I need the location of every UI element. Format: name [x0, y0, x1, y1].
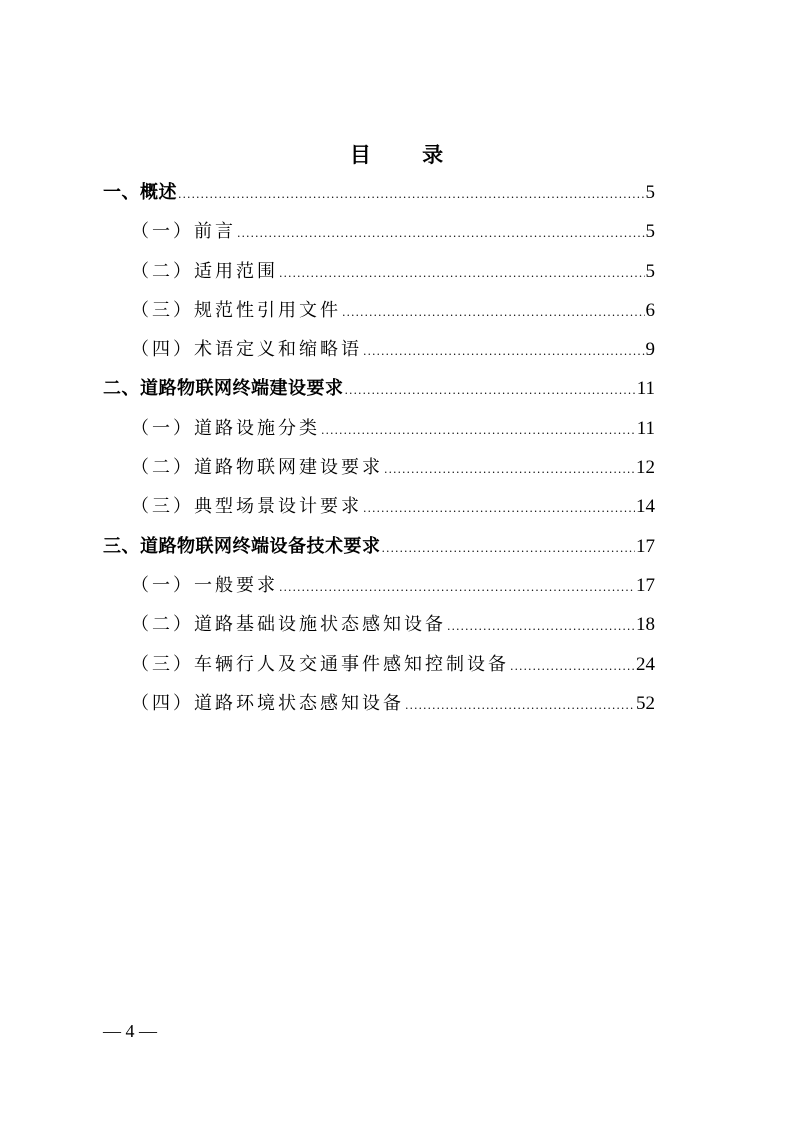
toc-entry-1-4 — [103, 330, 655, 369]
toc-entry-label: （三）典型场景设计要求 — [131, 496, 362, 518]
toc-entry-page: 9 — [645, 339, 655, 361]
document-title: 目 录 — [349, 143, 466, 167]
toc-entry-label: （一）一般要求 — [131, 574, 278, 596]
toc-entry-1-2 — [103, 252, 655, 291]
toc-entry-1-3 — [103, 291, 655, 330]
toc-entry-label: （四）道路环境状态感知设备 — [131, 692, 404, 714]
dot-leader — [447, 607, 635, 646]
toc-entry-label: （二）适用范围 — [131, 260, 278, 282]
toc-entry-page: 24 — [636, 653, 655, 675]
toc-entry-2-3 — [103, 487, 655, 526]
toc-entry-page: 14 — [636, 496, 655, 518]
dot-leader — [363, 332, 645, 371]
dot-leader — [382, 529, 636, 568]
toc-entry-page: 6 — [645, 299, 655, 321]
dot-leader — [384, 450, 635, 489]
dot-leader — [405, 686, 635, 725]
toc-entry-label: 三、道路物联网终端设备技术要求 — [103, 535, 381, 557]
toc-entry-label: （四）术语定义和缩略语 — [131, 339, 362, 361]
dot-leader — [363, 489, 635, 528]
toc-entry-label: （二）道路基础设施状态感知设备 — [131, 614, 446, 636]
toc-entry-1 — [103, 173, 655, 212]
toc-entry-page: 17 — [636, 574, 655, 596]
toc-entry-page: 18 — [636, 614, 655, 636]
dot-leader — [321, 411, 636, 450]
dot-leader — [279, 254, 645, 293]
toc-entry-page: 17 — [636, 535, 655, 557]
toc-entry-3-3 — [103, 645, 655, 684]
toc-entry-2 — [103, 369, 655, 408]
toc-entry-label: （三）车辆行人及交通事件感知控制设备 — [131, 653, 509, 675]
dot-leader — [279, 568, 635, 607]
dot-leader — [342, 293, 645, 332]
toc-entry-page: 5 — [645, 182, 655, 203]
dot-leader — [345, 371, 636, 410]
toc-entry-2-2 — [103, 448, 655, 487]
toc-entry-page: 5 — [645, 260, 655, 282]
table-of-contents — [103, 173, 655, 723]
toc-entry-label: 二、道路物联网终端建设要求 — [103, 378, 344, 400]
dot-leader — [237, 214, 645, 253]
toc-entry-2-1 — [103, 409, 655, 448]
page-number: — 4 — — [103, 1021, 157, 1041]
toc-entry-label: （一）前言 — [131, 221, 236, 243]
toc-entry-3 — [103, 527, 655, 566]
toc-entry-3-4 — [103, 684, 655, 723]
toc-entry-page: 52 — [636, 692, 655, 714]
toc-entry-page: 12 — [636, 457, 655, 479]
toc-entry-page: 11 — [636, 378, 655, 400]
toc-entry-label: （一）道路设施分类 — [131, 417, 320, 439]
dot-leader — [510, 647, 635, 686]
toc-entry-page: 11 — [636, 417, 655, 439]
toc-entry-3-1 — [103, 566, 655, 605]
toc-entry-1-1 — [103, 212, 655, 251]
toc-entry-label: （二）道路物联网建设要求 — [131, 457, 383, 479]
toc-entry-page: 5 — [645, 221, 655, 243]
toc-entry-label: （三）规范性引用文件 — [131, 299, 341, 321]
toc-entry-label: 一、概述 — [103, 182, 177, 203]
toc-entry-3-2 — [103, 605, 655, 644]
dot-leader — [178, 175, 645, 214]
